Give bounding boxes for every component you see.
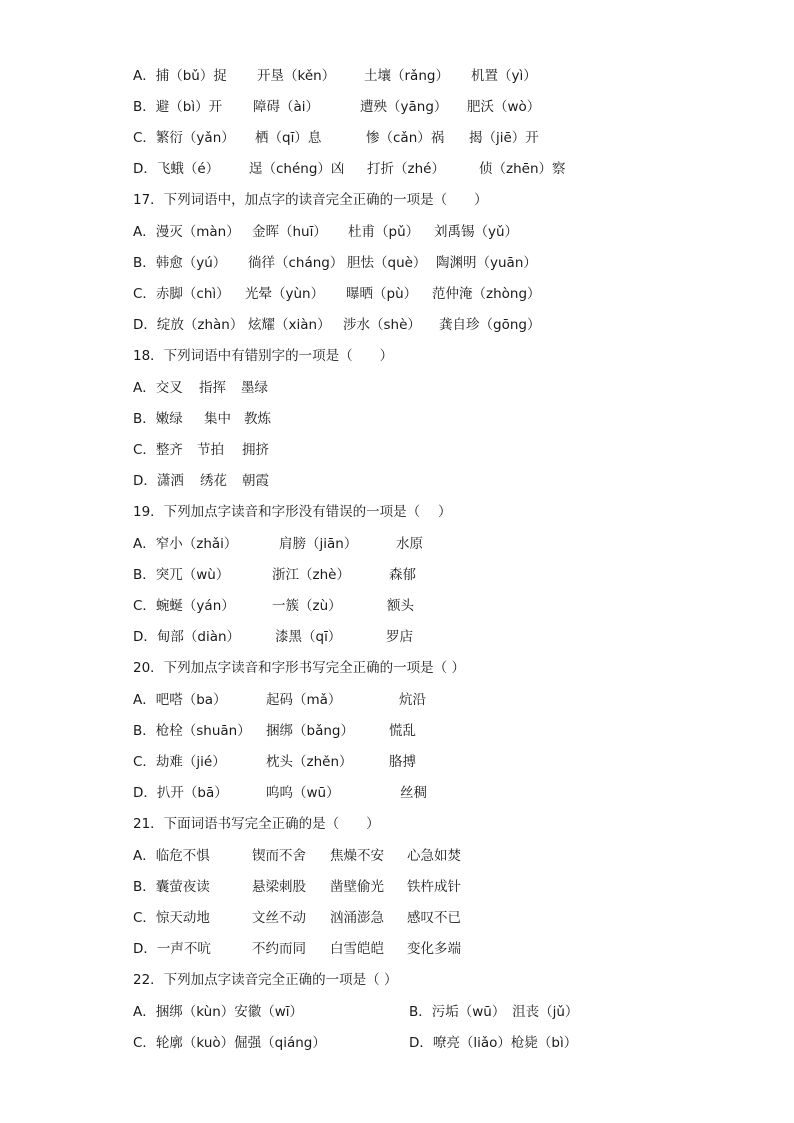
option-cell: 胳搏 — [389, 754, 416, 770]
option-cell: D．扒开（bā） — [133, 785, 228, 801]
option-cell: 金晖（huī） — [252, 224, 327, 240]
option-cell: C．蜿蜒（yán） — [133, 598, 235, 614]
option-cell: 慌乱 — [389, 723, 416, 739]
option-cell: 捆绑（bǎng） — [266, 723, 354, 739]
option-cell: 揭（jiē）开 — [469, 130, 539, 146]
option-cell: 文丝不动 — [252, 910, 306, 926]
option-cell: 涉水（shè） — [343, 317, 421, 333]
option-cell: B．嫩绿 — [133, 411, 183, 427]
option-cell: 白雪皑皑 — [330, 941, 384, 957]
option-cell: 呜呜（wū） — [266, 785, 340, 801]
option-cell: 障碍（ài） — [253, 99, 320, 115]
option-cell: 一簇（zù） — [272, 598, 342, 614]
option-cell: 徜徉（cháng） — [248, 255, 344, 271]
option-cell: A．窄小（zhǎi） — [133, 536, 238, 552]
option-cell: 枕头（zhěn） — [266, 754, 353, 770]
option-cell: 焦燥不安 — [330, 848, 384, 864]
option-cell: 刘禹锡（yǔ） — [434, 224, 519, 240]
option-cell: 侦（zhēn）察 — [479, 161, 566, 177]
question-text: 20．下列加点字读音和字形书写完全正确的一项是（ ） — [133, 660, 465, 676]
option-cell: B．突兀（wù） — [133, 567, 230, 583]
option-cell: 森郁 — [389, 567, 416, 583]
option-cell: 范仲淹（zhòng） — [432, 286, 541, 302]
option-cell: A．交叉 — [133, 380, 183, 396]
option-cell: C．轮廓（kuò）倔强（qiáng） — [133, 1035, 326, 1051]
option-cell: 龚自珍（gōng） — [439, 317, 541, 333]
option-cell: D．甸部（diàn） — [133, 629, 241, 645]
question-text: 19．下列加点字读音和字形没有错误的一项是（ ） — [133, 504, 452, 520]
option-cell: 胆怯（què） — [347, 255, 427, 271]
question-text: 18．下列词语中有错别字的一项是（ ） — [133, 348, 394, 364]
option-cell: 逞（chéng）凶 — [249, 161, 345, 177]
option-cell: 惨（cǎn）祸 — [366, 130, 445, 146]
option-cell: D．一声不吭 — [133, 941, 211, 957]
option-cell: 水原 — [396, 536, 423, 552]
question-text: 22．下列加点字读音完全正确的一项是（ ） — [133, 972, 398, 988]
option-cell: D．飞蛾（é） — [133, 161, 220, 177]
option-cell: 锲而不舍 — [252, 848, 306, 864]
option-cell: 机置（yì） — [471, 68, 537, 84]
option-cell: 漆黑（qī） — [275, 629, 342, 645]
option-cell: A．吧嗒（ba） — [133, 692, 227, 708]
option-cell: 炕沿 — [399, 692, 426, 708]
option-cell: D．潇洒 — [133, 473, 184, 489]
option-cell: 浙江（zhè） — [272, 567, 350, 583]
option-cell: B．囊萤夜读 — [133, 879, 210, 895]
option-cell: 光晕（yùn） — [245, 286, 325, 302]
option-cell: B．避（bì）开 — [133, 99, 223, 115]
option-cell: 栖（qī）息 — [255, 130, 322, 146]
question-text: 21．下面词语书写完全正确的是（ ） — [133, 816, 380, 832]
option-cell: B．枪栓（shuān） — [133, 723, 251, 739]
option-cell: C．繁衍（yǎn） — [133, 130, 235, 146]
option-cell: B．韩愈（yú） — [133, 255, 227, 271]
option-cell: 墨绿 — [241, 380, 268, 396]
option-cell: 不约而同 — [252, 941, 306, 957]
option-cell: 炫耀（xiàn） — [248, 317, 331, 333]
option-cell: C．赤脚（chì） — [133, 286, 230, 302]
option-cell: 感叹不已 — [407, 910, 461, 926]
option-cell: 拥挤 — [242, 442, 269, 458]
option-cell: 肩膀（jiān） — [279, 536, 358, 552]
option-cell: D．嘹亮（liǎo）枪毙（bì） — [409, 1035, 578, 1051]
option-cell: C．整齐 — [133, 442, 183, 458]
option-cell: A．漫灭（màn） — [133, 224, 240, 240]
option-cell: D．绽放（zhàn） — [133, 317, 244, 333]
option-cell: 额头 — [387, 598, 414, 614]
option-cell: 开垦（kěn） — [257, 68, 336, 84]
option-cell: 朝霞 — [242, 473, 269, 489]
option-cell: B．污垢（wū） 沮丧（jǔ） — [409, 1004, 579, 1020]
option-cell: 起码（mǎ） — [266, 692, 342, 708]
option-cell: C．劫难（jié） — [133, 754, 226, 770]
option-cell: 汹涌澎急 — [330, 910, 384, 926]
option-cell: C．惊天动地 — [133, 910, 210, 926]
option-cell: 罗店 — [386, 629, 413, 645]
option-cell: 曝晒（pù） — [346, 286, 418, 302]
option-cell: 绣花 — [200, 473, 227, 489]
option-cell: A．捆绑（kùn）安徽（wī） — [133, 1004, 304, 1020]
option-cell: 节拍 — [197, 442, 224, 458]
option-cell: 肥沃（wò） — [467, 99, 541, 115]
question-text: 17．下列词语中，加点字的读音完全正确的一项是（ ） — [133, 192, 488, 208]
option-cell: 土壤（rǎng） — [364, 68, 449, 84]
option-cell: 集中 — [204, 411, 231, 427]
option-cell: A．临危不惧 — [133, 848, 210, 864]
option-cell: 变化多端 — [407, 941, 461, 957]
option-cell: 丝稠 — [400, 785, 427, 801]
option-cell: 悬梁刺股 — [252, 879, 306, 895]
option-cell: 铁杵成针 — [407, 879, 461, 895]
option-cell: 遭殃（yāng） — [360, 99, 448, 115]
option-cell: 打折（zhé） — [367, 161, 445, 177]
option-cell: 指挥 — [199, 380, 226, 396]
option-cell: 凿壁偷光 — [330, 879, 384, 895]
option-cell: 陶渊明（yuān） — [436, 255, 537, 271]
option-cell: 教炼 — [244, 411, 271, 427]
option-cell: 杜甫（pǔ） — [348, 224, 420, 240]
option-cell: 心急如焚 — [407, 848, 461, 864]
option-cell: A．捕（bǔ）捉 — [133, 68, 227, 84]
